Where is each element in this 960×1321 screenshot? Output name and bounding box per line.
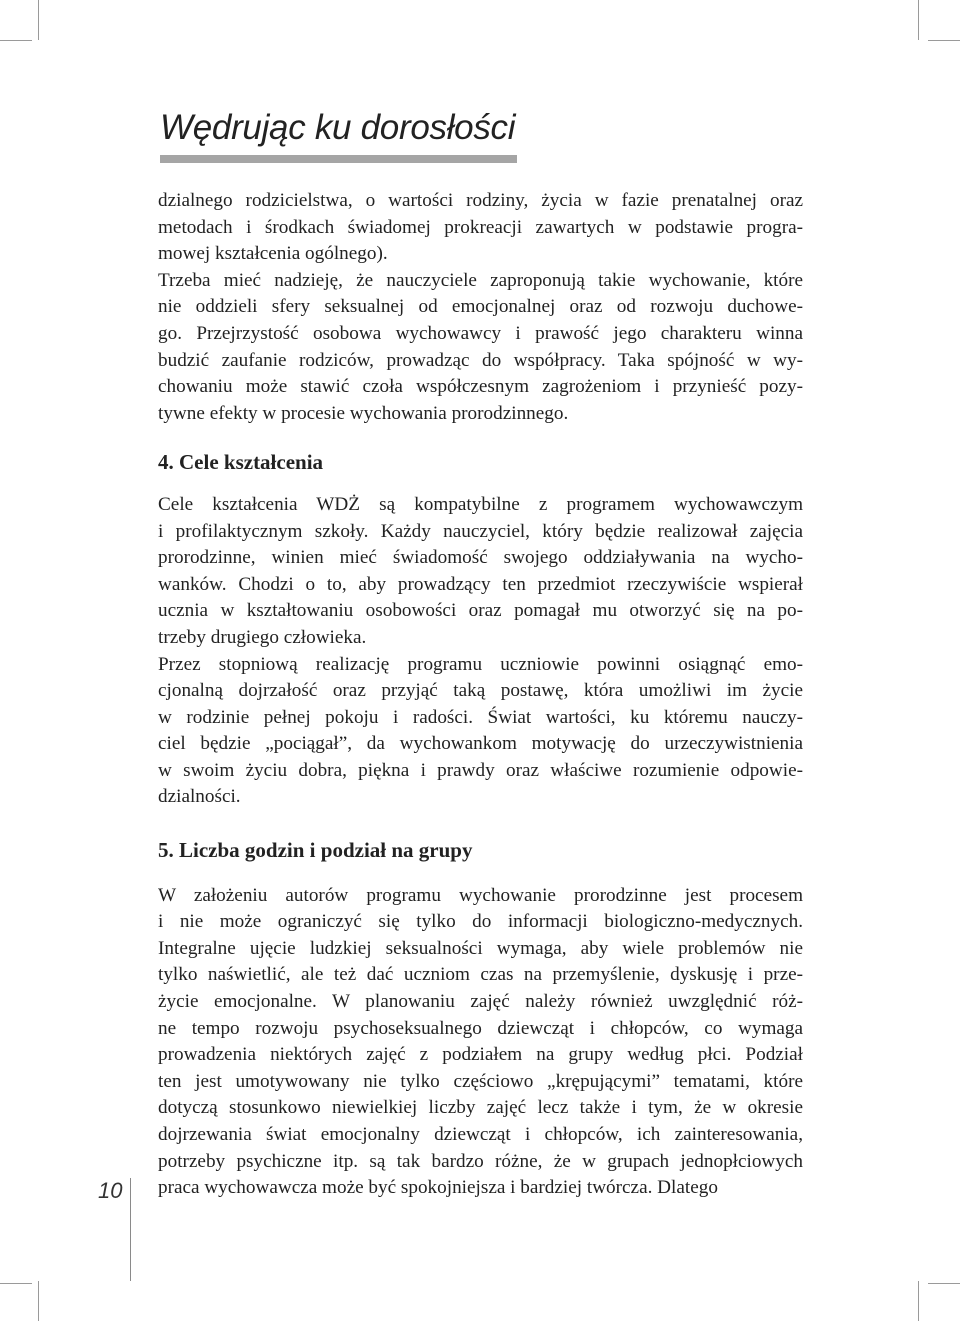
text-line: i nie może ograniczyć się tylko do informacji biologiczno-medycznych.: [158, 911, 803, 933]
text-line: dzialnego rodzicielstwa, o wartości rodziny, życia w fazie prenatalnej oraz: [158, 190, 803, 211]
crop-mark: [918, 0, 919, 40]
text-line: metodach i środkach świadomej prokreacji zawartych w podstawie progra-: [158, 216, 803, 238]
text-line: potrzeby psychiczne itp. są tak bardzo różne, że w grupach jednopłciowych: [158, 1150, 803, 1172]
text-line: w swoim życiu dobra, piękna i prawdy oraz właściwe rozumienie odpowie-: [158, 759, 803, 781]
text-line: ne tempo rozwoju psychoseksualnego dziewcząt i chłopców, co wymaga: [158, 1017, 803, 1039]
text-line: Integralne ujęcie ludzkiej seksualności wymaga, aby wiele problemów nie: [158, 937, 803, 959]
text-line: dotyczą stosunkowo niewielkiej liczby zajęć lecz także i tym, że w okresie: [158, 1097, 803, 1119]
section-paragraph: [158, 652, 803, 812]
page-number-rule: [130, 1178, 131, 1281]
intro-paragraph: [158, 268, 803, 428]
section-paragraph: [158, 492, 803, 652]
header-rule: [160, 155, 517, 163]
text-line: ucznia w kształtowaniu osobowości oraz pomagał mu otworzyć się na po-: [158, 600, 803, 622]
running-header-title: Wędrując ku dorosłości: [160, 108, 516, 147]
text-line: chowaniu może stawić czoła współczesnym zagrożeniom i przynieść pozy-: [158, 376, 803, 398]
text-line: dojrzewania świat emocjonalny dziewcząt i chłopców, ich zainteresowania,: [158, 1124, 803, 1145]
crop-mark: [928, 40, 960, 41]
text-line: życie emocjonalne. W planowaniu zajęć należy również uwzględnić róż-: [158, 991, 803, 1013]
text-line: prorodzinne, winien mieć świadomość swojego oddziaływania na wycho-: [158, 547, 803, 569]
page-body: [158, 188, 803, 1202]
section-heading: 5. Liczba godzin i podział na grupy: [158, 838, 473, 863]
text-line: i profilaktycznym szkoły. Każdy nauczyciel, który będzie realizował zajęcia: [158, 520, 803, 542]
text-line: tylko naświetlić, ale też dać uczniom czas na przemyślenie, dyskusję i prze-: [158, 964, 803, 986]
crop-mark: [0, 40, 32, 41]
text-line: trzeby drugiego człowieka.: [158, 626, 367, 648]
crop-mark: [38, 1281, 39, 1321]
text-line: dzialności.: [158, 786, 241, 808]
crop-mark: [0, 1283, 32, 1284]
intro-paragraph: [158, 188, 803, 268]
text-line: budzić zaufanie rodziców, prowadząc do współpracy. Taka spójność w wy-: [158, 349, 803, 371]
text-line: W założeniu autorów programu wychowanie prorodzinne jest procesem: [158, 884, 803, 906]
crop-mark: [918, 1281, 919, 1321]
page-number: 10: [98, 1178, 123, 1203]
text-line: Przez stopniową realizację programu uczniowie powinni osiągnąć emo-: [158, 653, 803, 675]
text-line: ten jest umotywowany nie tylko częściowo „krępującymi” tematami, które: [158, 1070, 803, 1092]
text-line: ciel będzie „pociągał”, da wychowankom motywację do urzeczywistnienia: [158, 733, 803, 755]
text-line: mowej kształcenia ogólnego).: [158, 243, 388, 265]
text-line: w rodzinie pełnej pokoju i radości. Świat wartości, ku któremu nauczy-: [158, 706, 803, 728]
crop-mark: [928, 1283, 960, 1284]
text-line: nie oddzieli sfery seksualnej od emocjonalnej oraz od rozwoju duchowe-: [158, 296, 803, 318]
text-line: tywne efekty w procesie wychowania prorodzinnego.: [158, 402, 569, 424]
text-line: cjonalną dojrzałość oraz przyjąć taką postawę, która umożliwi im życie: [158, 680, 803, 702]
text-line: Cele kształcenia WDŻ są kompatybilne z programem wychowawczym: [158, 493, 803, 515]
text-line: Trzeba mieć nadzieję, że nauczyciele zaproponują takie wychowanie, które: [158, 269, 803, 291]
section-heading: 4. Cele kształcenia: [158, 450, 324, 475]
text-line: prowadzenia niektórych zajęć z podziałem na grupy według płci. Podział: [158, 1044, 803, 1066]
text-line: go. Przejrzystość osobowa wychowawcy i prawość jego charakteru winna: [158, 322, 803, 344]
section-paragraph: [158, 883, 803, 1202]
text-line: praca wychowawcza może być spokojniejsza i bardziej twórcza. Dlatego: [158, 1177, 718, 1199]
crop-mark: [38, 0, 39, 40]
text-line: wanków. Chodzi o to, aby prowadzący ten przedmiot rzeczywiście wspierał: [158, 573, 803, 595]
